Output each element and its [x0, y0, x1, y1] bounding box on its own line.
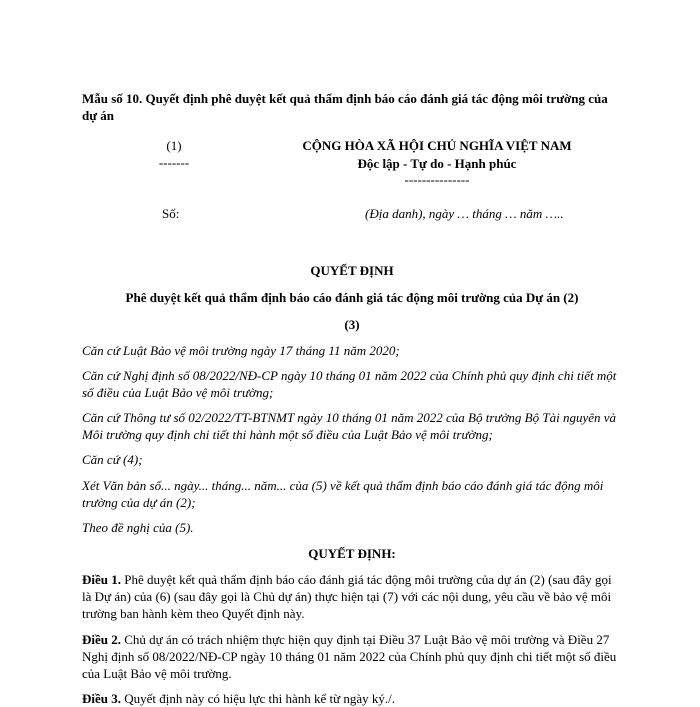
basis-paragraph: Căn cứ (4); — [82, 452, 143, 467]
article-paragraph — [82, 690, 622, 707]
form-title: Mẫu số 10. Quyết định phê duyệt kết quả thẩm định báo cáo đánh giá tác động môi trường của dự án — [82, 91, 608, 123]
article-text: Quyết định này có hiệu lực thi hành kể từ ngày ký./. — [121, 691, 396, 706]
article-label: Điều 3. — [82, 691, 121, 706]
basis-paragraph: Căn cứ Nghị định số 08/2022/NĐ-CP ngày 10 tháng 01 năm 2022 của Chính phủ quy định chi tiết một số điều của Luật Bảo vệ môi trường; — [82, 368, 617, 400]
motto-divider: --------------- — [404, 172, 470, 187]
article-paragraph — [82, 571, 622, 622]
decision-ref: (3) — [344, 317, 360, 332]
place-date: (Địa danh), ngày … tháng … năm ….. — [365, 206, 564, 221]
number-label: Số: — [162, 206, 180, 221]
article-text: Phê duyệt kết quả thẩm định báo cáo đánh giá tác động môi trường của dự án (2) (sau đây gọi là Dự án) của (6) (sau đây gọi là Chủ dự án) thực hiện tại (7) với các nội dung, yêu cầu về bảo vệ môi trường ban hành kèm theo Quyết định này. — [82, 572, 612, 621]
basis-paragraph: Xét Văn bản số... ngày... tháng... năm... của (5) về kết quả thẩm định báo cáo đánh giá tác động môi trường của dự án (2); — [82, 478, 604, 510]
article-paragraph — [82, 631, 622, 682]
article-text: Chủ dự án có trách nhiệm thực hiện quy định tại Điều 37 Luật Bảo vệ môi trường và Điều 27 Nghị định số 08/2022/NĐ-CP ngày 10 tháng 01 năm 2022 của Chính phủ quy định chi tiết một số điều của Luật Bảo vệ môi trường. — [82, 632, 617, 681]
agency-ref: (1) — [166, 138, 182, 153]
motto: Độc lập - Tự do - Hạnh phúc — [357, 156, 517, 171]
decision-title: QUYẾT ĐỊNH — [310, 263, 394, 278]
agency-divider: ------- — [158, 155, 190, 170]
article-label: Điều 2. — [82, 632, 121, 647]
basis-paragraph: Căn cứ Thông tư số 02/2022/TT-BTNMT ngày 10 tháng 01 năm 2022 của Bộ trưởng Bộ Tài nguyên và Môi trường quy định chi tiết thi hành một số điều của Luật Bảo vệ môi trường; — [82, 410, 617, 442]
basis-paragraph: Căn cứ Luật Bảo vệ môi trường ngày 17 tháng 11 năm 2020; — [82, 343, 400, 358]
basis-paragraph: Theo đề nghị của (5). — [82, 520, 194, 535]
country-name: CỘNG HÒA XÃ HỘI CHỦ NGHĨA VIỆT NAM — [302, 138, 572, 153]
decision-subtitle: Phê duyệt kết quả thẩm định báo cáo đánh giá tác động môi trường của Dự án (2) — [125, 290, 579, 305]
article-label: Điều 1. — [82, 572, 121, 587]
decision-heading: QUYẾT ĐỊNH: — [308, 546, 396, 561]
